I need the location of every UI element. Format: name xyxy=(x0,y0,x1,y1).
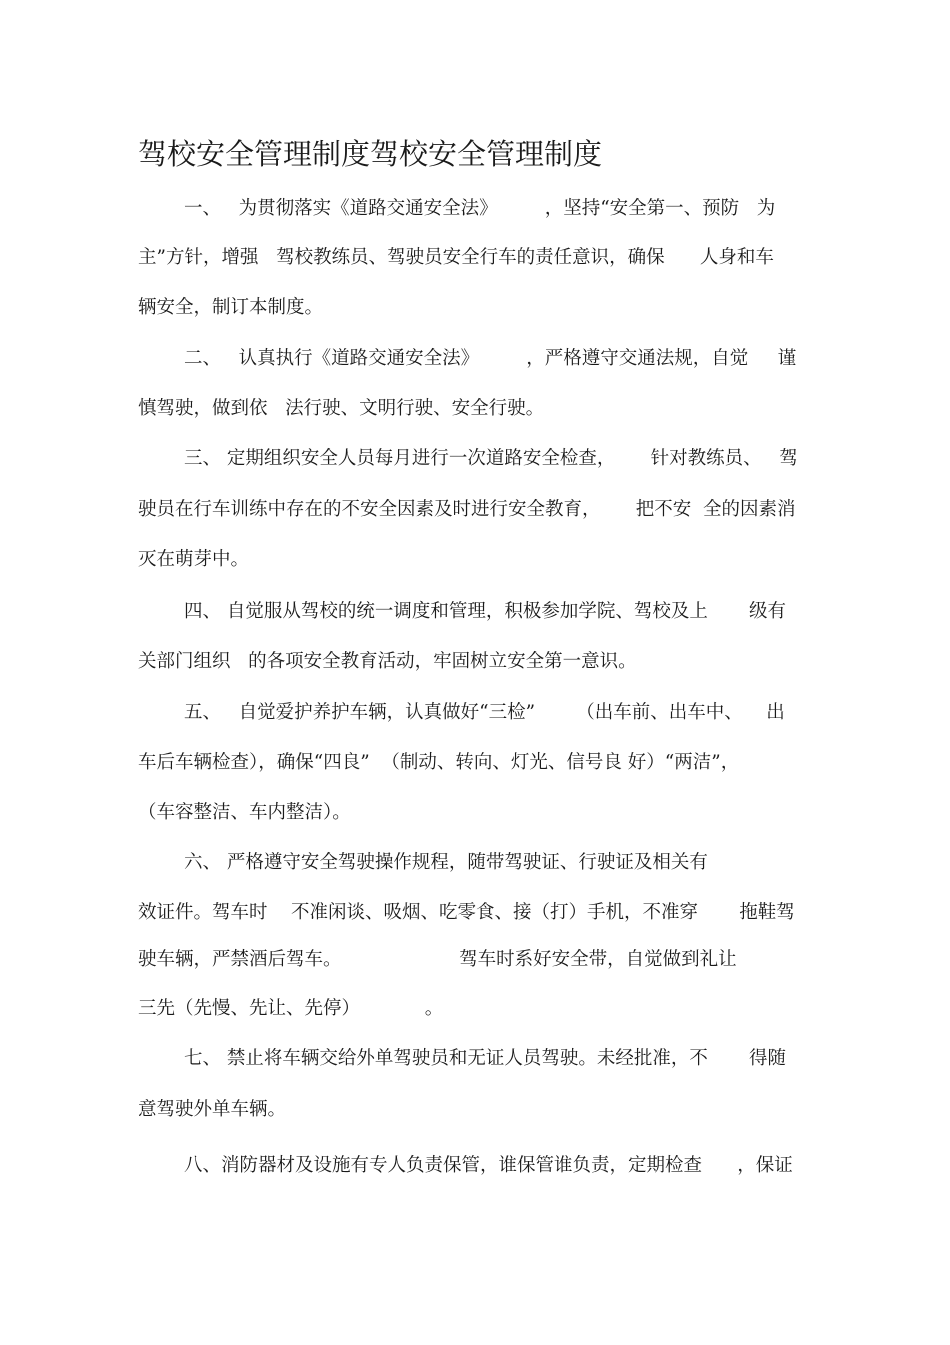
paragraph-3-line-1: 三、 定期组织安全人员每月进行一次道路安全检查， 针对教练员、 驾 xyxy=(184,448,798,469)
paragraph-4-line-2: 关部门组织 的各项安全教育活动，牢固树立安全第一意识。 xyxy=(138,651,637,672)
paragraph-6-line-2: 效证件。驾车时 不准闲谈、吸烟、吃零食、接（打）手机，不准穿 拖鞋驾 xyxy=(138,902,795,923)
paragraph-1-line-2: 主”方针，增强 驾校教练员、驾驶员安全行车的责任意识，确保 人身和车 xyxy=(138,247,774,268)
paragraph-3-line-2: 驶员在行车训练中存在的不安全因素及时进行安全教育， 把不安 全的因素消 xyxy=(138,499,796,520)
paragraph-3-line-3: 灭在萌芽中。 xyxy=(138,549,250,570)
paragraph-1-line-3: 辆安全，制订本制度。 xyxy=(138,297,324,318)
paragraph-5-line-3: （车容整洁、车内整洁）。 xyxy=(138,802,351,823)
paragraph-8-line-1: 八、消防器材及设施有专人负责保管，谁保管谁负责，定期检查 ，保证 xyxy=(184,1155,793,1176)
paragraph-1-line-1: 一、 为贯彻落实《道路交通安全法》 ，坚持“安全第一、预防 为 xyxy=(184,198,776,219)
paragraph-4-line-1: 四、 自觉服从驾校的统一调度和管理，积极参加学院、驾校及上 级有 xyxy=(184,601,787,622)
paragraph-5-line-1: 五、 自觉爱护养护车辆，认真做好“三检” （出车前、出车中、 出 xyxy=(184,702,785,723)
paragraph-2-line-1: 二、 认真执行《道路交通安全法》 ，严格遵守交通法规，自觉 谨 xyxy=(184,348,797,369)
paragraph-6-line-4: 三先（先慢、先让、先停） 。 xyxy=(138,998,444,1019)
paragraph-7-line-1: 七、 禁止将车辆交给外单驾驶员和无证人员驾驶。未经批准，不 得随 xyxy=(184,1048,787,1069)
paragraph-6-line-3: 驶车辆，严禁酒后驾车。 驾车时系好安全带，自觉做到礼让 xyxy=(138,949,737,970)
paragraph-6-line-1: 六、 严格遵守安全驾驶操作规程，随带驾驶证、行驶证及相关有 xyxy=(184,852,708,873)
paragraph-5-line-2: 车后车辆检查），确保“四良” （制动、转向、灯光、信号良 好）“两洁”， xyxy=(138,752,740,773)
paragraph-2-line-2: 慎驾驶，做到依 法行驶、文明行驶、安全行驶。 xyxy=(138,398,545,419)
document-title: 驾校安全管理制度驾校安全管理制度 xyxy=(138,137,603,171)
paragraph-7-line-2: 意驾驶外单车辆。 xyxy=(138,1099,287,1120)
